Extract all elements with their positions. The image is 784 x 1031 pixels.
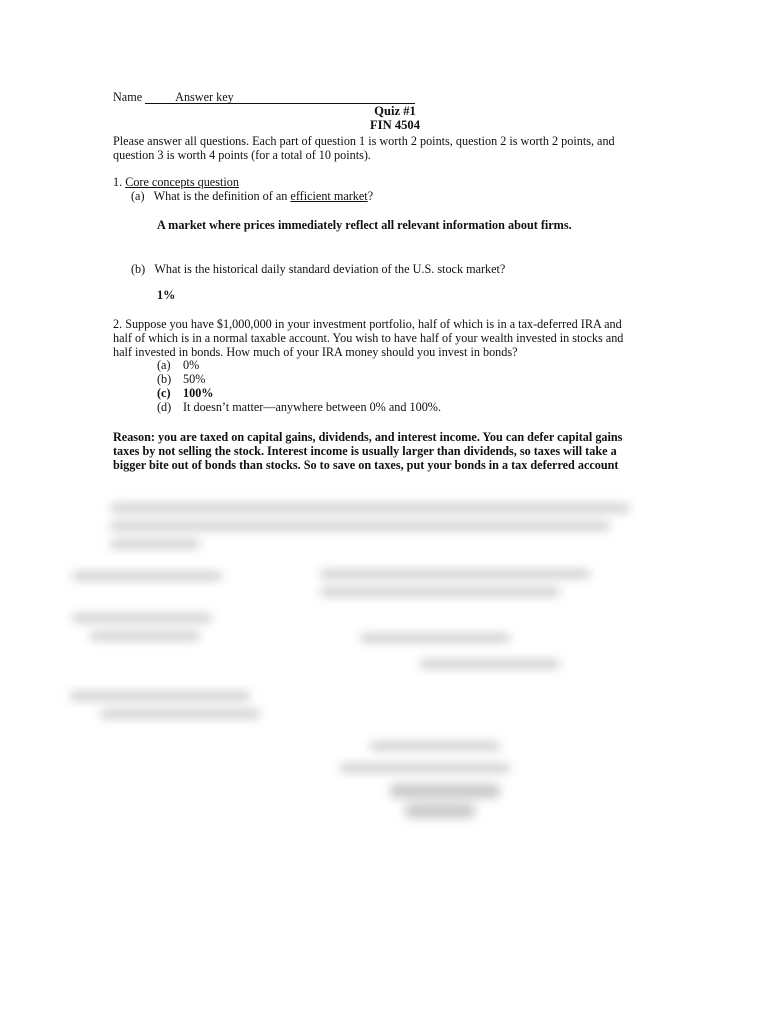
option-d — [157, 400, 441, 414]
option-a — [157, 358, 199, 372]
instructions: Please answer all questions. Each part of question 1 is worth 2 points, question 2 is worth 2 points, and question 3 is worth 4 points (for a total of 10 points). — [113, 134, 615, 162]
option-a-label: (a) — [157, 358, 171, 372]
quiz-title: Quiz #1 — [374, 104, 416, 118]
question-1b — [131, 262, 505, 276]
name-value: Answer key — [145, 91, 415, 104]
course-code: FIN 4504 — [369, 118, 421, 132]
question-1-title: Core concepts question — [125, 175, 239, 189]
option-a-text: 0% — [183, 358, 200, 372]
question-1-number: 1. — [113, 175, 123, 189]
name-field — [113, 90, 415, 104]
question-1b-label: (b) — [131, 262, 146, 276]
reason-paragraph: Reason: you are taxed on capital gains, dividends, and interest income. You can defer capital gains taxes by not selling the stock. Interest income is usually larger than dividends, so taxes will take a bigger bite out of bonds than stocks. So to save on taxes, put your bonds in a tax deferred account — [113, 430, 623, 472]
option-b-label: (b) — [157, 372, 172, 386]
answer-1a: A market where prices immediately reflect all relevant information about firms. — [157, 218, 572, 232]
option-b — [157, 372, 205, 386]
option-c-correct — [157, 386, 213, 400]
question-1-heading — [113, 175, 239, 189]
question-1b-text: What is the historical daily standard deviation of the U.S. stock market? — [154, 262, 506, 276]
blurred-preview-region — [0, 474, 784, 904]
option-b-text: 50% — [183, 372, 206, 386]
option-d-text: It doesn’t matter—anywhere between 0% and 100%. — [183, 400, 441, 414]
question-1a-end: ? — [367, 189, 374, 203]
efficient-market-term: efficient market — [290, 189, 368, 203]
answer-1b: 1% — [157, 288, 176, 302]
question-1a-text: What is the definition of an — [153, 189, 291, 203]
question-2-text: 2. Suppose you have $1,000,000 in your investment portfolio, half of which is in a tax-deferred IRA and half of which is in a normal taxable account. You wish to have half of your wealth invested in stocks and half invested in bonds. How much of your IRA money should you invest in bonds? — [113, 317, 624, 359]
option-d-label: (d) — [157, 400, 172, 414]
question-1a — [131, 189, 373, 203]
question-1a-label: (a) — [131, 189, 145, 203]
option-c-label: (c) — [157, 386, 171, 400]
name-label: Name — [113, 90, 143, 104]
option-c-text: 100% — [183, 386, 214, 400]
